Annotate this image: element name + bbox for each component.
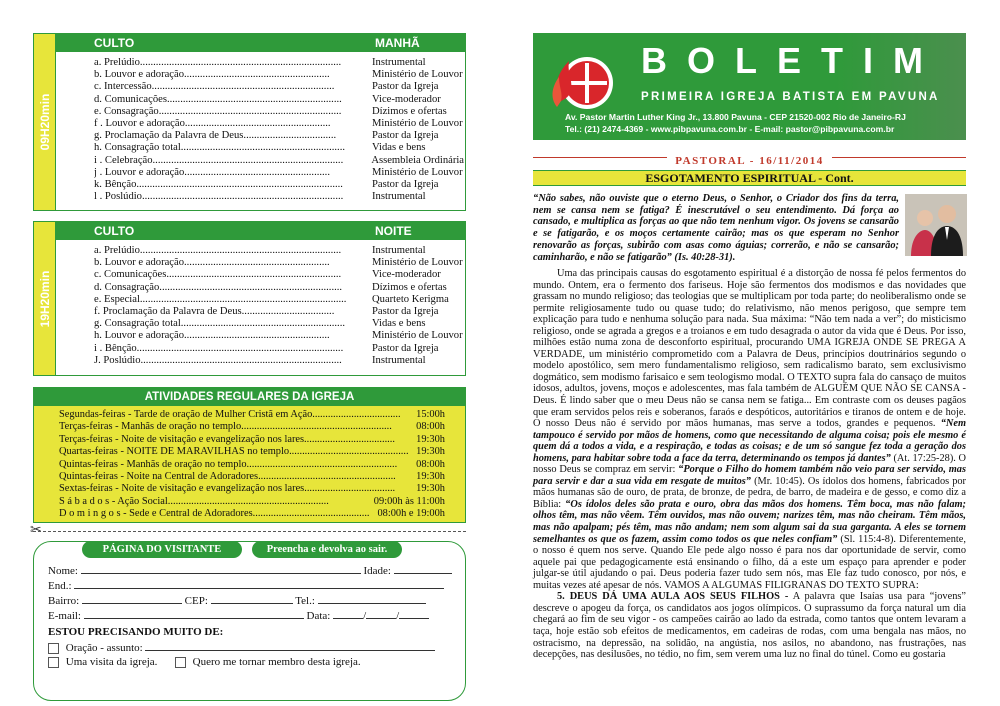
activity-time: 19:30h	[416, 446, 445, 458]
district-field[interactable]	[82, 594, 182, 604]
evening-time: 19H20min	[37, 270, 52, 327]
prayer-row	[48, 641, 435, 654]
evening-item: e. Especial..............................................................................	[94, 293, 347, 305]
prayer-label: Oração - assunto:	[65, 642, 143, 654]
needs-label: ESTOU PRECISANDO MUITO DE:	[48, 626, 224, 638]
evening-responsible: Vidas e bens	[372, 318, 426, 330]
morning-responsible: Assembleia Ordinária	[371, 154, 464, 166]
scissors-icon: ✂	[30, 522, 42, 538]
pastoral-heading	[533, 151, 966, 169]
email-label: E-mail:	[48, 610, 81, 622]
evening-rows	[94, 245, 464, 367]
date-sep-2: /	[396, 610, 400, 622]
activity-time: 09:00h às 11:00h	[373, 495, 445, 507]
bulletin-title: BOLETIM	[641, 40, 943, 81]
paragraph-point-5	[533, 591, 966, 660]
morning-row	[94, 155, 464, 167]
cep-field[interactable]	[211, 594, 293, 604]
date-label: Data:	[306, 610, 331, 622]
prayer-field[interactable]	[145, 641, 435, 651]
evening-service-block	[33, 221, 466, 376]
cut-line	[33, 531, 466, 532]
evening-row	[94, 282, 464, 294]
morning-responsible: Vidas e bens	[372, 142, 426, 154]
date-year-field[interactable]	[399, 609, 429, 619]
pastor-couple-photo	[905, 194, 967, 256]
evening-item: a. Prelúdio............................................................................	[94, 245, 342, 256]
morning-row	[94, 118, 464, 130]
evening-row	[94, 355, 464, 367]
evening-item: i . Bênção..............................................................................	[94, 342, 344, 354]
evening-row	[94, 245, 464, 257]
evening-row	[94, 294, 464, 306]
paragraph-text-4: (Sl. 115:4-8). Diferentemente, o nosso é quem nos serve. Quando Ele pede algo nosso é para nos dar oportunidade de servir, como aquele pai que pedagogicamente está ensinando o filho, dá a este um espaço para aprender e poder julgar-se útil ajudando o pai. Deus poderia fazer tudo sem nós, mas Ele faz tudo conosco, por nós, e muitas vezes até apesar de nós. VAMOS A ALGUMAS FILIGRANAS DO TEXTO SUPRA:	[533, 533, 966, 591]
evening-responsible: Quarteto Kerigma	[372, 293, 449, 305]
district-label: Bairro:	[48, 595, 80, 607]
evening-row	[94, 318, 464, 330]
date-month-field[interactable]	[366, 609, 396, 619]
morning-responsible: Dízimos e ofertas	[372, 105, 447, 117]
quote-psalm: “Os ídolos deles são prata e ouro, obra das mãos dos homens. Têm boca, mas não falam; olhos têm, mas não vêem. Têm ouvidos, mas não ouvem; narizes têm, mas não cheiram. Têm mãos, mas não apalpam; pés têm, mas não andam; nem som algum sai da sua garganta. A eles se tornem semelhantes os que os fazem, assim como todos os que neles confiam”	[533, 498, 966, 545]
evening-item: J. Poslúdio............................................................................	[94, 354, 342, 366]
visitor-subtitle: Preencha e devolva ao sair.	[252, 541, 402, 558]
pastoral-heading-text: PASTORAL - 16/11/2014	[667, 155, 831, 167]
activity-description: Terças-feiras - Manhãs de oração no templo..........................................................	[59, 421, 392, 433]
morning-time-bar	[34, 34, 56, 210]
activities-title: ATIVIDADES REGULARES DA IGREJA	[34, 388, 465, 406]
activity-row	[59, 459, 445, 471]
morning-row	[94, 94, 464, 106]
morning-item: i . Celebração........................................................................	[94, 154, 344, 166]
evening-row	[94, 269, 464, 281]
activity-time: 15:00h	[416, 409, 445, 420]
activity-description: Terças-feiras - Noite de visitação e evangelização nos lares...................................	[59, 433, 395, 445]
church-name: PRIMEIRA IGREJA BATISTA EM PAVUNA	[641, 91, 940, 103]
activity-description: D o m i n g o s - Sede e Central de Adoradores.............................................	[59, 508, 370, 520]
morning-responsible: Ministério de Louvor	[372, 166, 463, 178]
morning-row	[94, 69, 464, 81]
evening-col1: CULTO	[94, 224, 135, 238]
visitor-form	[33, 541, 466, 701]
member-checkbox[interactable]	[175, 657, 186, 668]
evening-responsible: Ministério de Louvor	[372, 257, 463, 269]
morning-row	[94, 106, 464, 118]
email-row	[48, 609, 429, 622]
prayer-checkbox[interactable]	[48, 643, 59, 654]
church-address: Av. Pastor Martin Luther King Jr., 13.800 Pavuna - CEP 21520-002 Rio de Janeiro-RJ	[565, 112, 906, 122]
point-5-text: A palavra que Isaías usa para “jovens” descreve o apogeu da força, os candidatos aos jogos olímpicos. O suprassumo da força natural um dia chegará ao fim de seu vigor - os campeões cairão ao lado da estrada, como tantos que ontem levaram a taça, hoje estão sob efeitos de medicamentos, em cadeiras de rodas, com uma bengala nas mãos, no ostracismo, na depressão, na solidão, na angústia, nos asilos, no abandono, nas frustrações, nas decepções, nas desilusões, no tédio, no fim, sem verem uma luz no final do túnel. Como eu gostaria	[533, 591, 966, 661]
morning-row	[94, 179, 464, 191]
morning-time: 09H20min	[37, 93, 52, 151]
morning-responsible: Instrumental	[372, 191, 426, 203]
evening-item: g. Consagração total..............................................................	[94, 318, 345, 330]
evening-responsible: Pastor da Igreja	[372, 305, 439, 317]
morning-item: k. Bênção..............................................................................	[94, 178, 343, 190]
morning-service-block	[33, 33, 466, 211]
evening-time-bar	[34, 222, 56, 375]
morning-item: a. Prelúdio............................................................................	[94, 57, 342, 68]
evening-item: f. Proclamação da Palavra de Deus...................................	[94, 305, 335, 317]
visit-row	[48, 656, 361, 668]
date-sep-1: /	[363, 610, 367, 622]
quote-acts: “Nem tampouco é servido por mãos de homens, como que necessitando de alguma coisa; pois ele mesmo é quem dá a todos a vida, e a respiração, e todas as coisas; e de um só sangue fez toda a geração dos homens, para habitar sobre toda a face da terra, determinando os tempos já dantes”	[533, 418, 966, 464]
activity-description: Quintas-feiras - Noite na Central de Adoradores.....................................................	[59, 470, 396, 482]
morning-rows	[94, 57, 464, 203]
paragraph-text-2: (At. 17:25-28). O nosso Deus se compraz em servir:	[533, 452, 966, 476]
activity-row	[59, 421, 445, 433]
morning-responsible: Instrumental	[372, 57, 426, 68]
evening-responsible: Pastor da Igreja	[372, 342, 439, 354]
quote-mark: “Porque o Filho do homem também não veio para ser servido, mas para servir e dar a sua vida em resgate de muitos”	[533, 464, 967, 487]
age-label: Idade:	[363, 565, 391, 577]
address-field[interactable]	[74, 579, 444, 589]
morning-item: e. Consagração.....................................................................	[94, 105, 342, 117]
evening-item: c. Comunicações..................................................................	[94, 269, 342, 281]
morning-responsible: Pastor da Igreja	[372, 130, 439, 142]
activity-time: 19:30h	[416, 483, 445, 495]
evening-responsible: Vice-moderador	[372, 269, 441, 281]
morning-row	[94, 130, 464, 142]
visit-label: Uma visita da igreja.	[65, 656, 158, 668]
paragraph-text-3: (Mr. 10:45). Os ídolos dos homens, fabricados por mãos humanas são de ouro, de prata, de bronze, de pedra, de barro, de madeira e de gesso, e como diz a Bíblia:	[533, 475, 966, 510]
activity-time: 19:30h	[416, 433, 445, 445]
activity-time: 08:00h	[416, 458, 445, 470]
activity-time: 08:00h	[416, 421, 445, 433]
morning-row	[94, 167, 464, 179]
activity-time: 08:00h e 19:00h	[377, 508, 445, 520]
evening-row	[94, 306, 464, 318]
morning-item: h. Consagração total..............................................................	[94, 142, 345, 154]
member-label: Quero me tornar membro desta igreja.	[192, 656, 361, 668]
age-field[interactable]	[394, 564, 452, 574]
morning-item: g. Proclamação da Palavra de Deus...................................	[94, 130, 337, 142]
morning-row	[94, 191, 464, 203]
point-5-heading: 5. DEUS DÁ UMA AULA AOS SEUS FILHOS -	[557, 591, 789, 603]
bulletin-banner	[533, 33, 966, 140]
cep-label: CEP:	[184, 595, 208, 607]
activities-block	[33, 387, 466, 523]
district-row	[48, 594, 426, 607]
morning-responsible: Pastor da Igreja	[372, 178, 439, 190]
paragraph-main	[533, 268, 966, 591]
morning-responsible: Ministério de Louvor	[372, 69, 463, 81]
evening-row	[94, 330, 464, 342]
activity-row	[59, 483, 445, 495]
morning-item: b. Louvor e adoração.......................................................	[94, 69, 330, 81]
email-field[interactable]	[84, 609, 304, 619]
visitor-title: PÁGINA DO VISITANTE	[82, 541, 242, 558]
article-title: ESGOTAMENTO ESPIRITUAL - Cont.	[533, 170, 966, 186]
evening-responsible: Instrumental	[372, 354, 426, 366]
morning-row	[94, 142, 464, 154]
tel-field[interactable]	[318, 594, 426, 604]
church-contact: Tel.: (21) 2474-4369 - www.pibpavuna.com.br - E-mail: pastor@pibpavuna.com.br	[565, 124, 895, 134]
evening-responsible: Dízimos e ofertas	[372, 281, 447, 293]
church-logo-icon	[547, 47, 615, 115]
activity-row	[59, 508, 445, 520]
morning-item: l . Poslúdio............................................................................	[94, 191, 344, 203]
tel-label: Tel.:	[295, 595, 315, 607]
morning-item: f . Louvor e adoração.......................................................	[94, 117, 331, 129]
article-body	[533, 268, 966, 661]
morning-item: d. Comunicações..................................................................	[94, 93, 342, 105]
name-label: Nome:	[48, 565, 78, 577]
morning-col2: MANHÃ	[375, 36, 420, 50]
paragraph-text-1: Uma das principais causas do esgotamento espiritual é a distorção de nossa fé pelos fermentos do mundo. Ontem, era o fermento dos fariseus. Hoje são fermentos dos modismos e das novidades que grassam no mundo religioso; das teologias que se multiplicam por toda parte; do neoliberalismo onde se permite religiosamente tudo ou quase tudo; do relativismo, não menos perigoso, que sempre tem explicação para tudo e nenhuma solução para nada. Sua máxima: “Não tem nada a ver”; do misticismo religioso, onde se agrada a gregos e a troianos e em tudo desagrada o autor da vida que é Deus. Por isso, milhões estão numa zona de desconforto espiritual, procurando UMA IGREJA ONDE SE PREGA A VERDADE, um ministério comprometido com a Palavra de Deus, princípios doutrinários segundo o modelo apostólico, sem mero fundamentalismo religioso, sem radicalismo barato, sem exclusivismo dogmático, sem modismo farisaico e sem teologismo modal. O TEXTO supra fala do cansaço de muitos idosos, adultos, jovens, moços e adolescentes, mas fala também de ALGUÉM QUE NÃO SE CANSA - Deus. É lindo saber que o meu Deus não se cansa nem se fatiga... Em contraste com os deuses pagãos que eram servidos pelos reis e soberanos, faraós e despóticos, autoritários e tiranos de ontem e de hoje. O nosso Deus não é servido por mãos humanas, mas serve a todos, grandes e pequenos.	[533, 268, 966, 430]
morning-item: j . Louvor e adoração.......................................................	[94, 166, 330, 178]
evening-row	[94, 343, 464, 355]
activity-description: Quartas-feiras - NOITE DE MARAVILHAS no templo..............................................	[59, 446, 409, 458]
morning-row	[94, 57, 464, 69]
activity-description: Sextas-feiras - Noite de visitação e evangelização nos lares...................................	[59, 483, 396, 495]
activity-row	[59, 496, 445, 508]
morning-header	[56, 34, 465, 52]
evening-item: h. Louvor e adoração.......................................................	[94, 330, 330, 342]
activity-description: Quintas-feiras - Manhãs de oração no templo..........................................................	[59, 458, 398, 470]
morning-row	[94, 81, 464, 93]
evening-col2: NOITE	[375, 224, 412, 238]
name-row	[48, 564, 452, 577]
evening-header	[56, 222, 465, 240]
evening-responsible: Instrumental	[372, 245, 426, 256]
activity-row	[59, 446, 445, 458]
activity-row	[59, 409, 445, 421]
morning-col1: CULTO	[94, 36, 135, 50]
evening-row	[94, 257, 464, 269]
date-day-field[interactable]	[333, 609, 363, 619]
name-field[interactable]	[81, 564, 361, 574]
address-label: End.:	[48, 580, 72, 592]
morning-responsible: Ministério de Louvor	[372, 117, 463, 129]
activity-description: S á b a d o s - Ação Social..............................................................	[59, 495, 329, 507]
activity-description: Segundas-feiras - Tarde de oração de Mulher Cristã em Ação..................................	[59, 409, 401, 420]
visit-checkbox[interactable]	[48, 657, 59, 668]
activity-row	[59, 471, 445, 483]
morning-responsible: Vice-moderador	[372, 93, 441, 105]
activity-time: 19:30h	[416, 470, 445, 482]
activities-rows	[34, 406, 465, 521]
evening-responsible: Ministério de Louvor	[372, 330, 463, 342]
morning-item: c. Intercessão.....................................................................	[94, 81, 335, 93]
evening-item: d. Consagração.....................................................................	[94, 281, 343, 293]
photo-placeholder-icon	[905, 194, 967, 256]
morning-responsible: Pastor da Igreja	[372, 81, 439, 93]
address-row	[48, 579, 444, 592]
evening-item: b. Louvor e adoração.......................................................	[94, 257, 330, 269]
activity-row	[59, 434, 445, 446]
opening-quote: “Não sabes, não ouviste que o eterno Deus, o Senhor, o Criador dos fins da terra, nem se cansa nem se fatiga? É inescrutável o seu entendimento. Dá força ao cansado, e multiplica as forças ao que não tem nenhum vigor. Os jovens se cansarão e se fatigarão, e os moços certamente cairão; mas os que esperam no Senhor renovarão as forças, subirão com asas como águias; correrão, e não se cansarão; caminharão, e não se fatigarão” (Is. 40:28-31).	[533, 193, 899, 263]
